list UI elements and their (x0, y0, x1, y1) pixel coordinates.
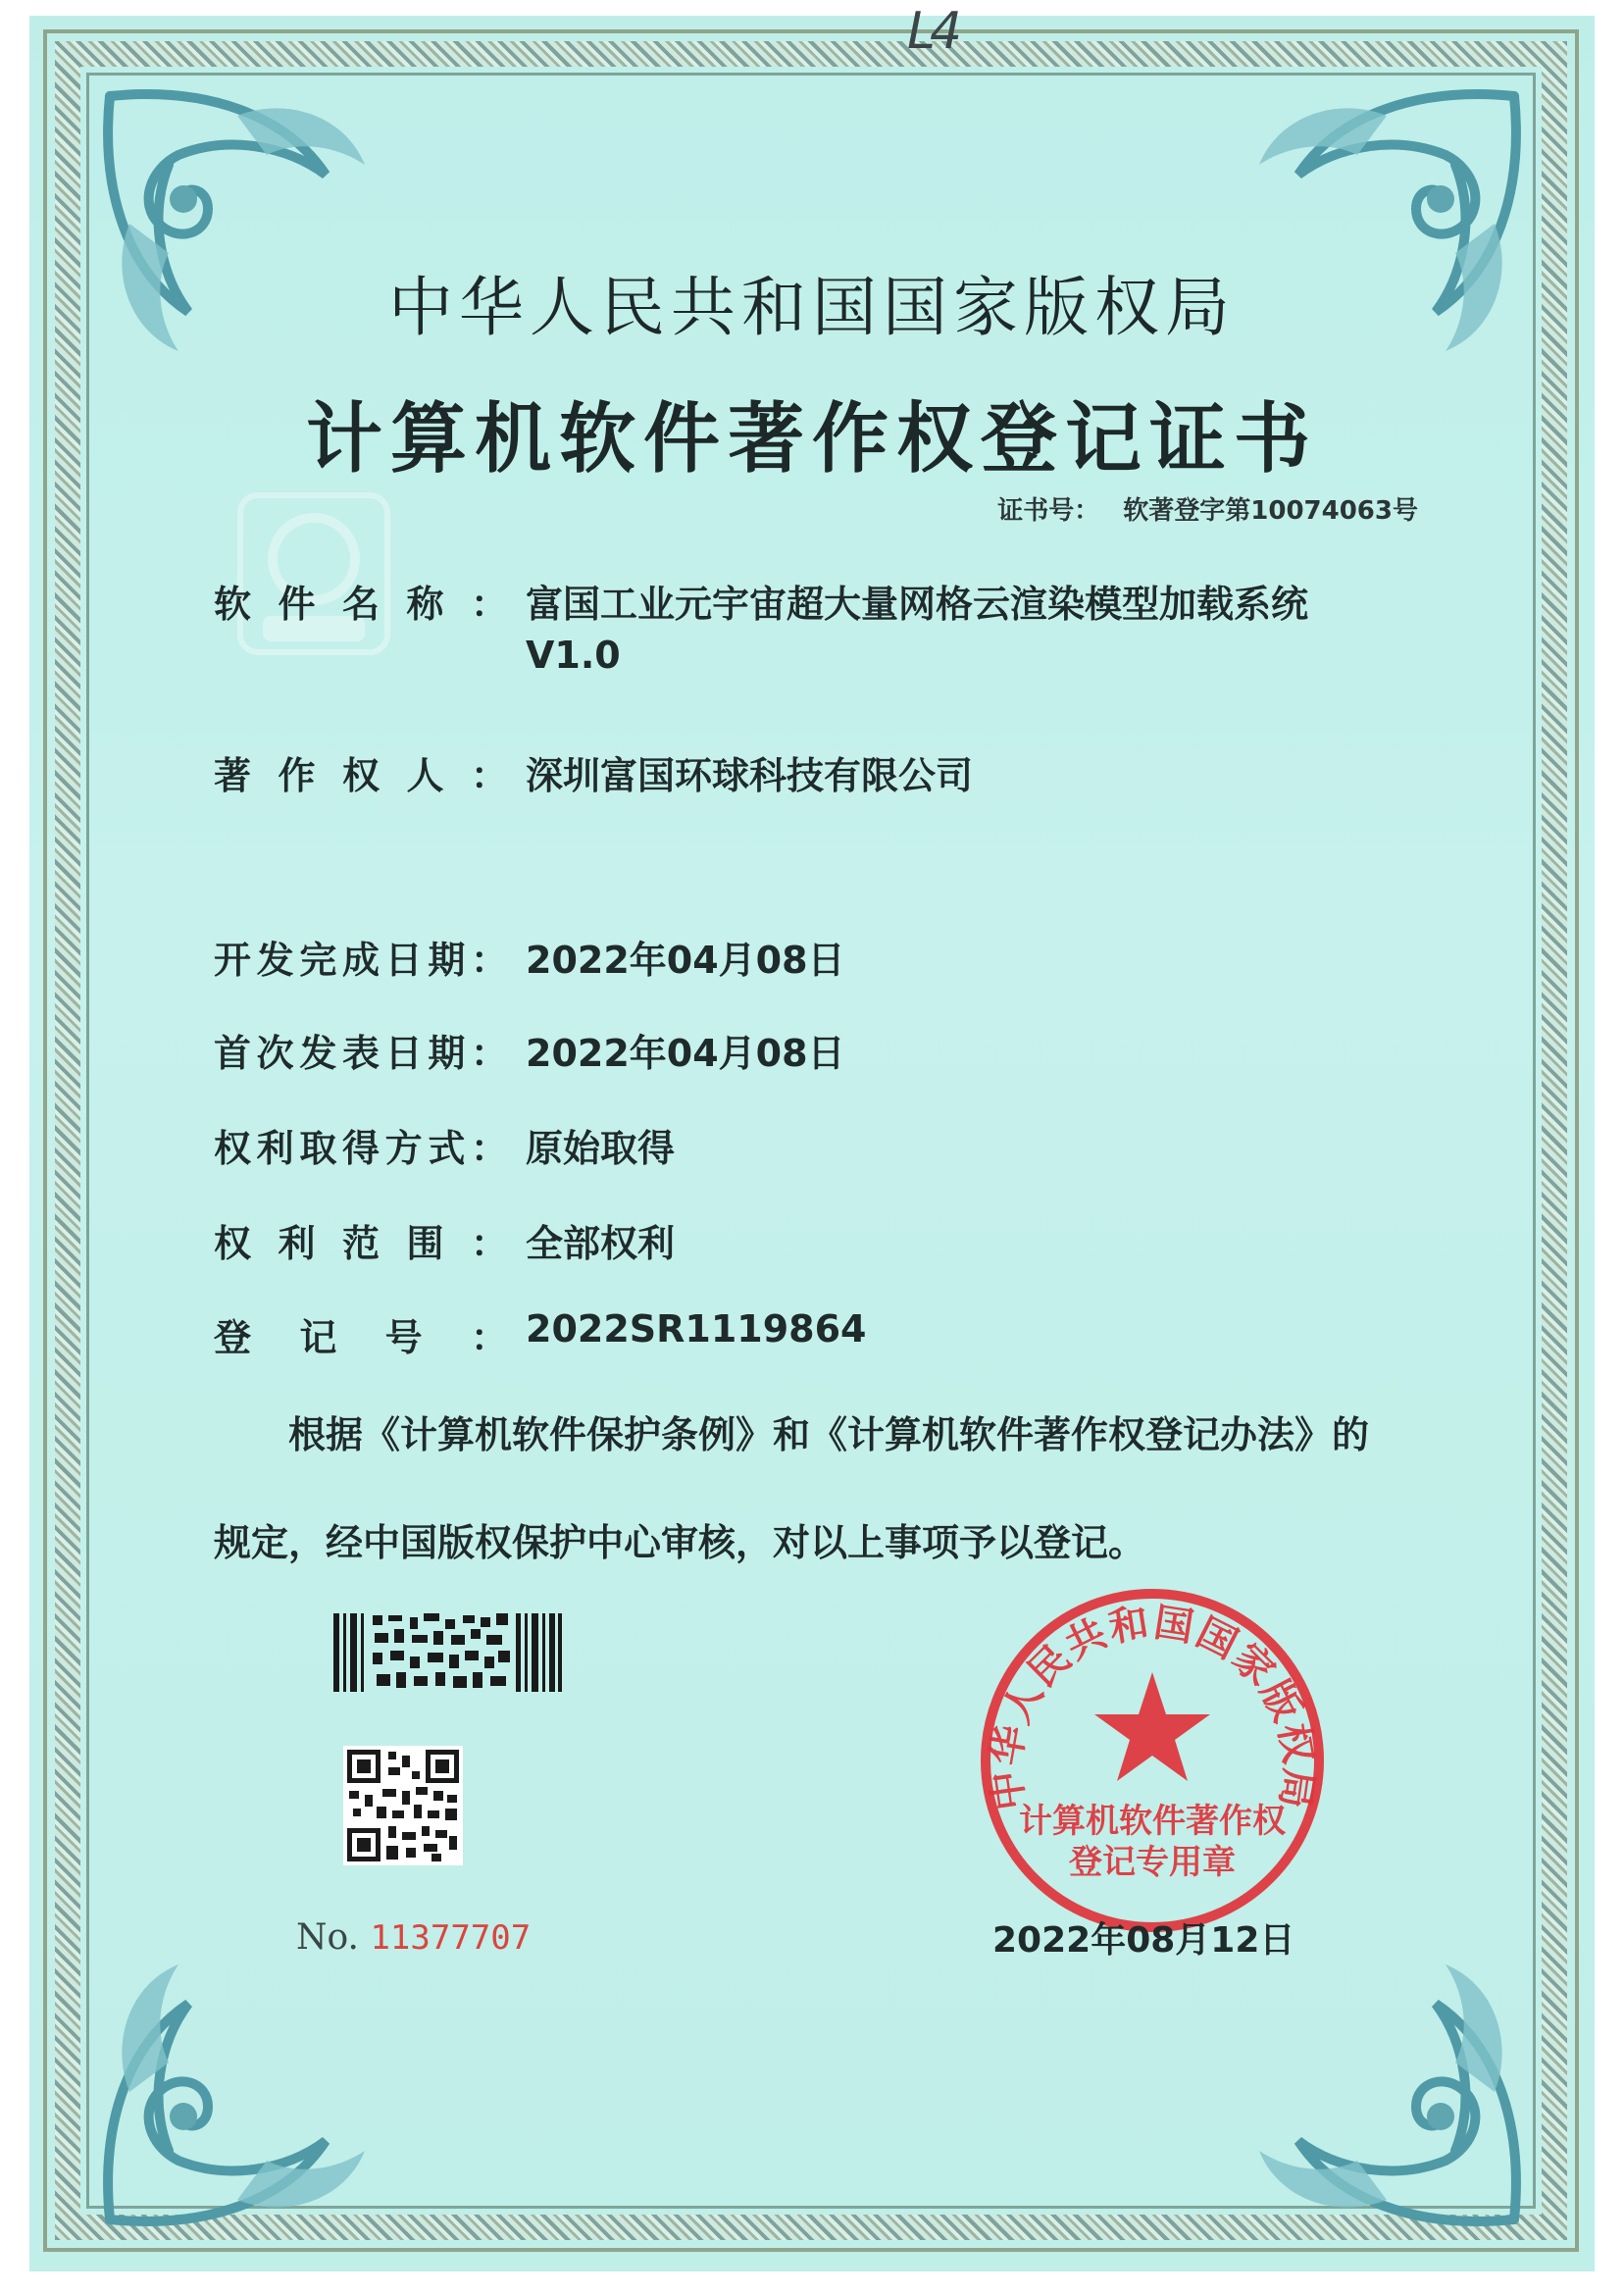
dev-complete-date-value: 2022年04月08日 (526, 939, 845, 982)
field-dev-complete-date (214, 930, 845, 984)
serial-number-value: 11377707 (370, 1918, 532, 1958)
copyright-owner-label: 著作权人： (214, 754, 508, 797)
statement-line-1: 根据《计算机软件保护条例》和《计算机软件著作权登记办法》的 (288, 1413, 1370, 1456)
official-seal (971, 1579, 1334, 1942)
certificate-number-label: 证书号： (997, 496, 1100, 526)
software-version-value: V1.0 (526, 634, 621, 677)
issue-date: 2022年08月12日 (992, 1920, 1295, 1961)
serial-number (296, 1917, 531, 1958)
serial-prefix: No. (296, 1917, 359, 1958)
field-scope-of-rights (214, 1213, 675, 1267)
registration-number-label: 登记号： (214, 1316, 508, 1359)
seal-inner-line-2: 登记专用章 (1069, 1843, 1236, 1882)
seal-star-icon (1094, 1672, 1210, 1781)
certificate-title: 计算机软件著作权登记证书 (305, 395, 1318, 484)
registration-statement (214, 1381, 1440, 1597)
acquisition-method-label: 权利取得方式： (214, 1127, 508, 1170)
copyright-owner-value: 深圳富国环球科技有限公司 (526, 754, 974, 797)
scope-of-rights-value: 全部权利 (526, 1222, 676, 1265)
barcode (333, 1613, 564, 1692)
field-registration-number (214, 1307, 866, 1361)
statement-line-2: 规定，经中国版权保护中心审核，对以上事项予以登记。 (214, 1521, 1146, 1564)
first-publish-date-label: 首次发表日期： (214, 1032, 508, 1075)
scope-of-rights-label: 权利范围： (214, 1222, 508, 1265)
field-acquisition-method (214, 1118, 675, 1172)
acquisition-method-value: 原始取得 (526, 1127, 676, 1170)
seal-outer-text: 中华人民共和国国家版权局 (983, 1600, 1322, 1813)
corner-ornament-bottom-left (90, 1945, 384, 2239)
corner-ornament-bottom-right (1240, 1945, 1534, 2239)
field-software-name (214, 574, 1308, 677)
dev-complete-date-label: 开发完成日期： (214, 939, 508, 982)
software-name-label: 软件名称： (214, 583, 508, 626)
handwritten-mark: L4 (907, 2, 957, 61)
certificate-number-value: 软著登字第10074063号 (1123, 496, 1418, 526)
software-name-value: 富国工业元宇宙超大量网格云渲染模型加载系统 (526, 583, 1309, 626)
field-first-publish-date (214, 1023, 845, 1077)
registration-number-value: 2022SR1119864 (526, 1307, 867, 1351)
qr-code (343, 1746, 463, 1865)
issuing-authority: 中华人民共和国国家版权局 (388, 270, 1236, 345)
field-copyright-owner (214, 745, 973, 799)
first-publish-date-value: 2022年04月08日 (526, 1032, 845, 1075)
certificate-number (997, 490, 1418, 527)
seal-inner-line-1: 计算机软件著作权 (1019, 1802, 1286, 1841)
